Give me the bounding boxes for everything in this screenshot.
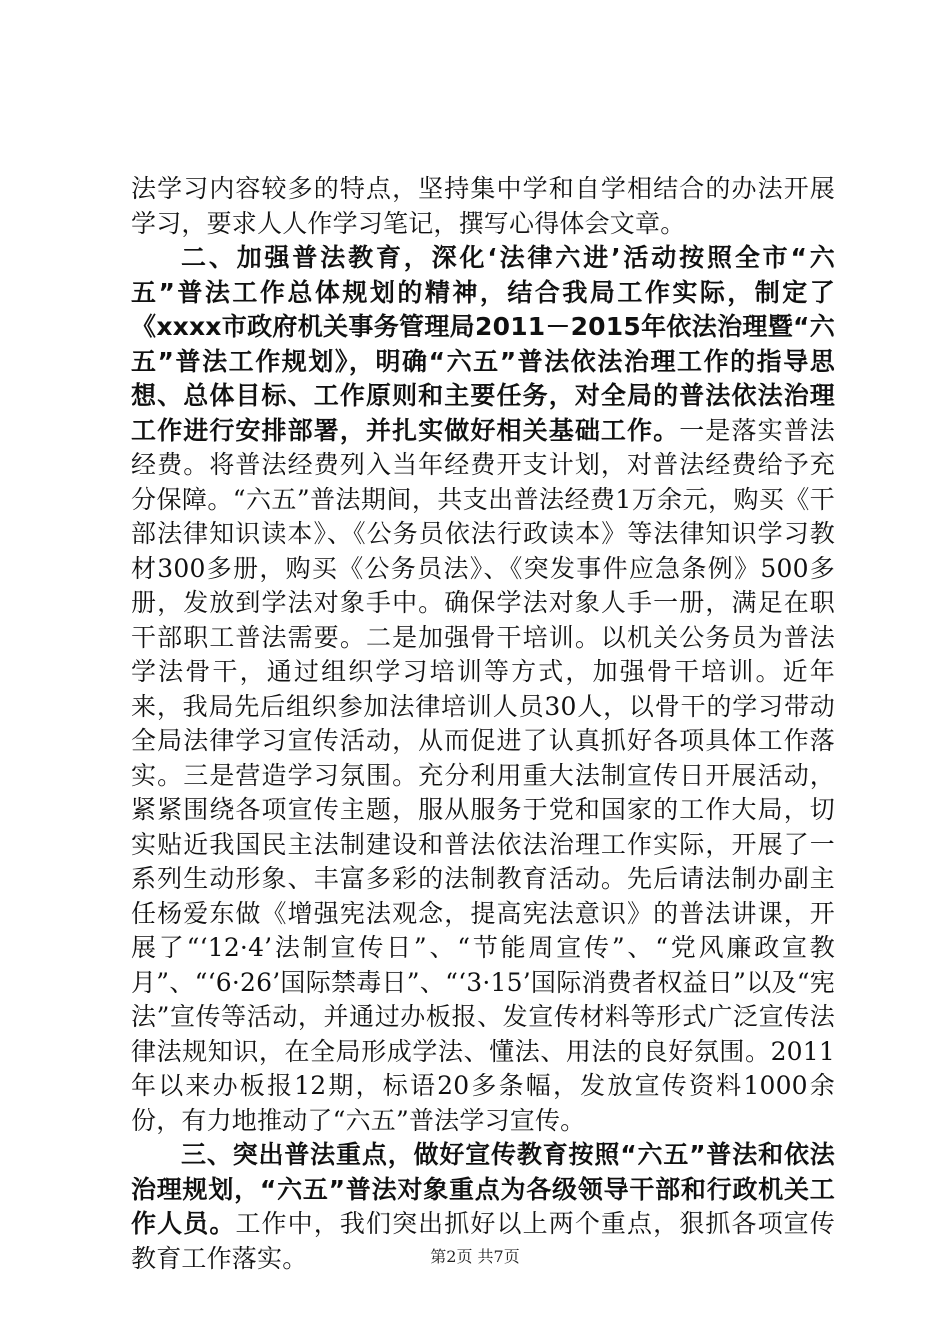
section-three-text: 工作中，我们突出抓好以上两个重点，狠抓各项宣传教育工作落实。 — [131, 1209, 835, 1273]
section-two-text: 一是落实普法经费。将普法经费列入当年经费开支计划，对普法经费给予充分保障。“六五”普法期间，共支出普法经费1万余元，购买《干部法律知识读本》、《公务员依法行政读本》等法律知识学习教材300多册，购买《公务员法》、《突发事件应急条例》500多册，发放到学法对象手中。确保学法对象人手一册，满足在职干部职工普法需要。二是加强骨干培训。以机关公务员为普法学法骨干，通过组织学习培训等方式，加强骨干培训。近年来，我局先后组织参加法律培训人员30人，以骨干的学习带动全局法律学习宣传活动，从而促进了认真抓好各项具体工作落实。三是营造学习氛围。充分利用重大法制宣传日开展活动，紧紧围绕各项宣传主题，服从服务于党和国家的工作大局，切实贴近我国民主法制建设和普法依法治理工作实际，开展了一系列生动形象、丰富多彩的法制教育活动。先后请法制办副主任杨爱东做《增强宪法观念，提高宪法意识》的普法讲课，开展了“‘12·4’法制宣传日”、“节能周宣传”、“党风廉政宣教月”、“‘6·26’国际禁毒日”、“‘3·15’国际消费者权益日”以及“宪法”宣传等活动，并通过办板报、发宣传材料等形式广泛宣传法律法规知识，在全局形成学法、懂法、用法的良好氛围。2011年以来办板报12期，标语20多条幅，发放宣传资料1000余份，有力地推动了“六五”普法学习宣传。 — [131, 415, 836, 1135]
paragraph-intro-continued — [131, 172, 835, 241]
paragraph-text: 法学习内容较多的特点，坚持集中学和自学相结合的办法开展学习，要求人人作学习笔记，撰写心得体会文章。 — [131, 174, 835, 238]
section-three-heading: 三、突出普法重点，做好宣传教育按照“六五”普法和依法治理规划，“六五”普法对象重点为各级领导干部和行政机关工作人员。 — [131, 1140, 835, 1238]
page-footer: 第2页 共7页 — [430, 1247, 520, 1266]
paragraph-section-two — [131, 241, 835, 1138]
document-body — [131, 172, 835, 1276]
section-two-heading: 二、加强普法教育，深化‘法律六进’活动按照全市“六五”普法工作总体规划的精神，结合我局工作实际，制定了《xxxx市政府机关事务管理局2011－2015年依法治理暨“六五”普法工作规划》，明确“六五”普法依法治理工作的指导思想、总体目标、工作原则和主要任务，对全局的普法依法治理工作进行安排部署，并扎实做好相关基础工作。 — [131, 243, 835, 445]
